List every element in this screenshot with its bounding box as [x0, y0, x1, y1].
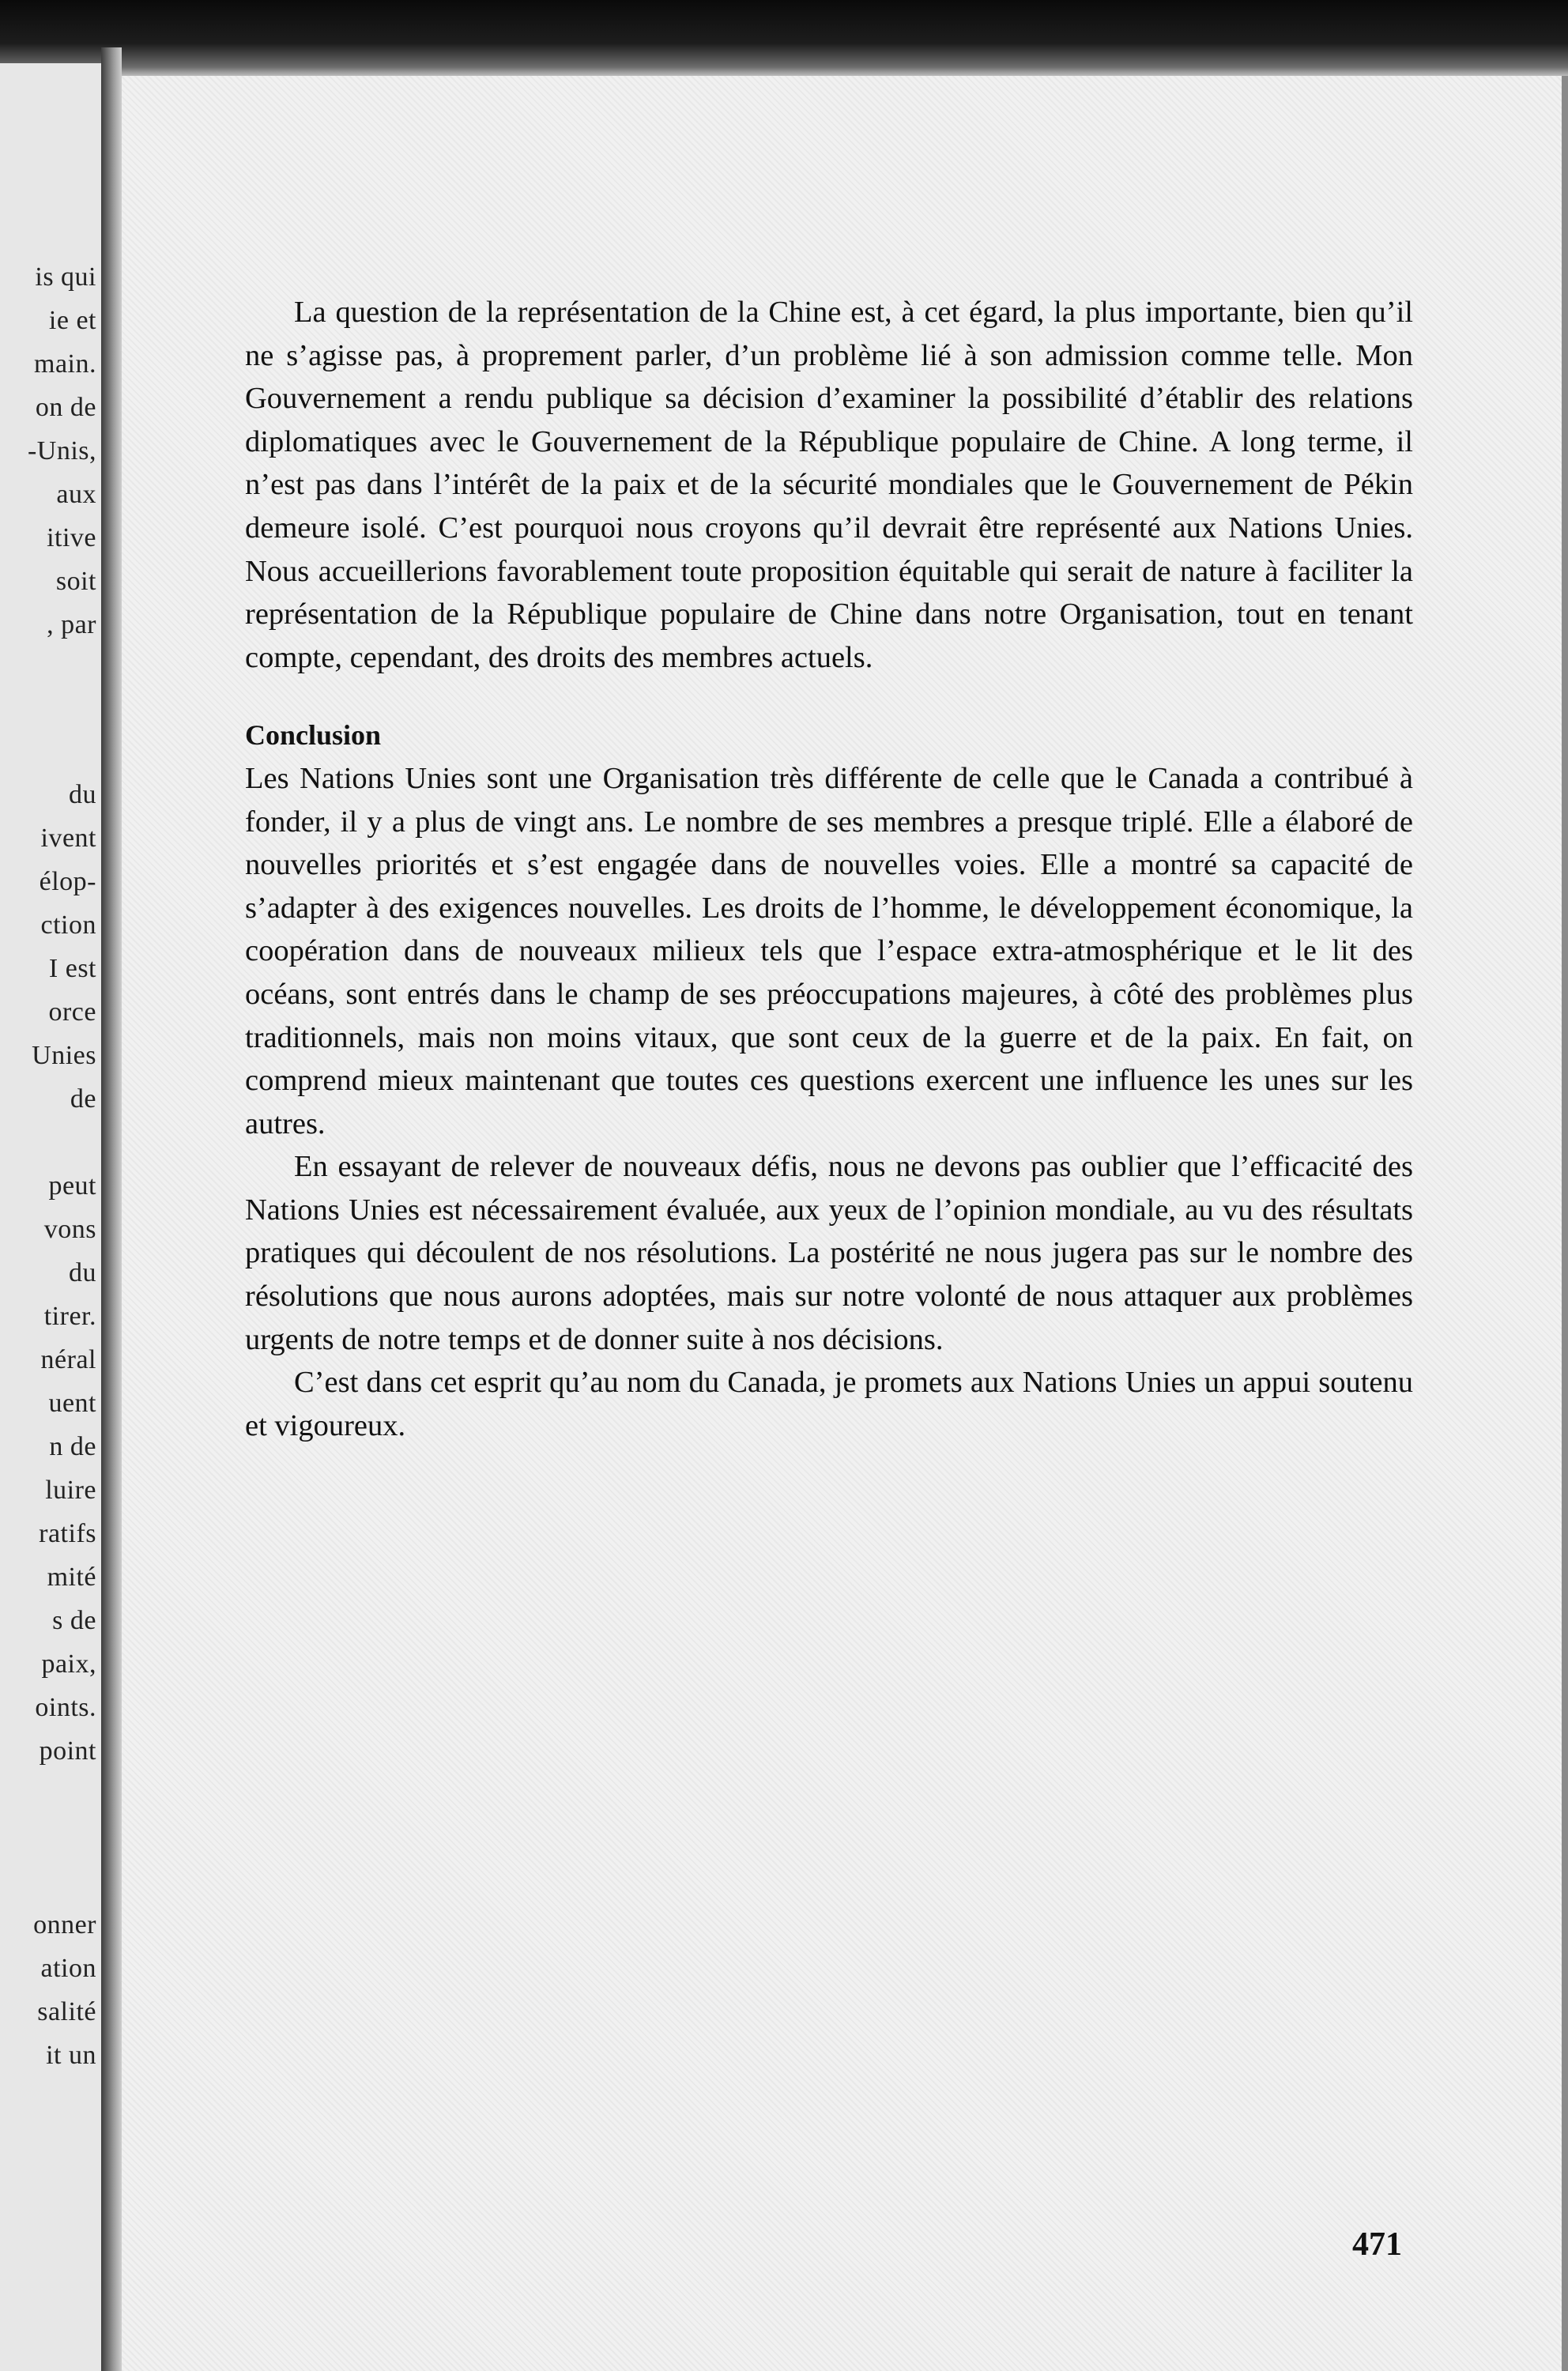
left-fragment: , par	[47, 610, 96, 639]
left-fragment: soit	[55, 567, 96, 596]
left-page-edge	[0, 63, 107, 2371]
book-gutter	[101, 47, 122, 2371]
left-fragment: it un	[46, 2041, 96, 2070]
right-page-edge	[1562, 76, 1568, 2371]
left-fragment: ction	[40, 910, 96, 940]
left-fragment: s de	[52, 1606, 96, 1635]
left-fragment: uent	[48, 1389, 96, 1418]
left-fragment: mité	[47, 1562, 96, 1592]
paragraph-china-representation: La question de la représentation de la Chine est, à cet égard, la plus importante, bien qu’il ne s’agisse pas, à proprement parler, d’un problème lié à son admission comme telle. Mon Gouvernement a rendu publique sa décision d’examiner la possibilité d’établir des relations diplomatiques avec le Gouvernement de la République populaire de Chine. A long terme, il n’est pas dans l’intérêt de la paix et de la sécurité mondiales que le Gouvernement de Pékin demeure isolé. C’est pourquoi nous croyons qu’il devrait être représenté aux Nations Unies. Nous accueillerions favorablement toute proposition équitable qui serait de nature à faciliter la représentation de la République populaire de Chine dans notre Organisation, tout en tenant compte, cependant, des droits des membres actuels.	[245, 296, 1413, 674]
left-fragment: point	[39, 1736, 96, 1766]
left-fragment: peut	[48, 1171, 96, 1201]
page-number: 471	[1352, 2226, 1402, 2263]
left-fragment: on de	[35, 393, 96, 422]
body-text	[245, 291, 1413, 1447]
left-fragment: n de	[49, 1432, 96, 1461]
left-fragment: luire	[45, 1476, 96, 1505]
scan-top-shadow	[0, 0, 1568, 79]
left-fragment: ie et	[48, 306, 96, 335]
left-fragment: du	[69, 1258, 96, 1287]
left-fragment: Unies	[32, 1041, 96, 1070]
left-fragment: élop-	[39, 867, 96, 896]
left-fragment: itive	[47, 523, 96, 552]
paragraph-un-effectiveness: En essayant de relever de nouveaux défis, nous ne devons pas oublier que l’efficacité des Nations Unies est nécessairement évaluée, aux yeux de l’opinion mondiale, au vu des résultats pratiques qui découlent de nos résolutions. La postérité ne nous jugera pas sur le nombre des résolutions que nous aurons adoptées, mais sur notre volonté de nous attaquer aux problèmes urgents de notre temps et de donner suite à nos décisions.	[245, 1150, 1413, 1356]
left-fragment: ratifs	[39, 1519, 96, 1548]
left-page-text-fragments	[0, 63, 101, 2371]
left-fragment: paix,	[41, 1649, 96, 1679]
left-fragment: main.	[34, 349, 96, 379]
left-fragment: ation	[40, 1954, 96, 1983]
left-fragment: salité	[37, 1997, 96, 2026]
left-fragment: de	[70, 1084, 96, 1114]
main-page	[122, 76, 1568, 2371]
paragraph-canada-support: C’est dans cet esprit qu’au nom du Canada, je promets aux Nations Unies un appui soutenu et vigoureux.	[245, 1366, 1413, 1442]
paragraph-un-evolution: Les Nations Unies sont une Organisation très différente de celle que le Canada a contribué à fonder, il y a plus de vingt ans. Le nombre de ses membres a presque triplé. Elle a élaboré de nouvelles priorités et s’est engagée dans de nouvelles voies. Elle a montré sa capacité de s’adapter à des exigences nouvelles. Les droits de l’homme, le développement économique, la coopération dans de nouveaux milieux tels que l’espace extra-atmosphérique et le lit des océans, sont entrés dans le champ de ses préoccupations majeures, à côté des problèmes plus traditionnels, mais non moins vitaux, que sont ceux de la guerre et de la paix. En fait, on comprend mieux maintenant que toutes ces questions exercent une influence les unes sur les autres.	[245, 761, 1413, 1140]
left-fragment: I est	[48, 954, 96, 983]
left-fragment: orce	[48, 997, 96, 1027]
left-fragment: oints.	[35, 1693, 96, 1722]
left-fragment: -Unis,	[27, 436, 96, 466]
left-fragment: néral	[40, 1345, 96, 1374]
left-fragment: du	[69, 780, 96, 809]
left-fragment: onner	[33, 1910, 96, 1939]
left-fragment: is qui	[35, 262, 96, 292]
left-fragment: tirer.	[43, 1302, 96, 1331]
left-fragment: vons	[43, 1215, 96, 1244]
left-fragment: aux	[56, 480, 96, 509]
left-fragment: ivent	[40, 824, 96, 853]
section-heading-conclusion: Conclusion	[245, 719, 382, 752]
